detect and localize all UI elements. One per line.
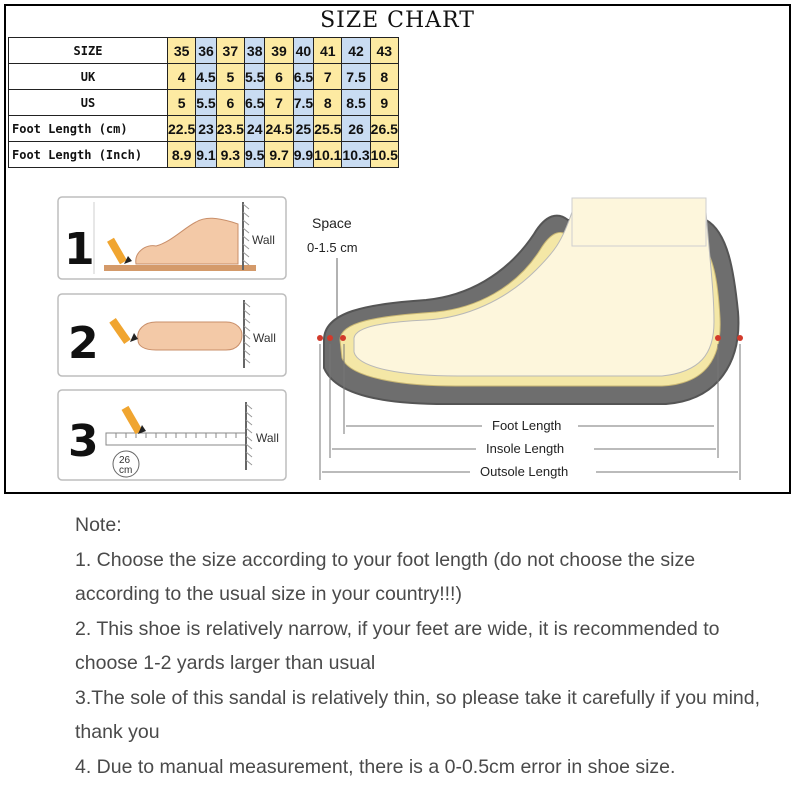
table-row: [9, 142, 399, 168]
step-3-panel: [58, 390, 286, 480]
row-header: Foot Length (Inch): [9, 142, 168, 168]
notes-section: [75, 508, 775, 784]
table-cell: 38: [244, 38, 264, 64]
wall-label: Wall: [253, 331, 276, 345]
table-cell: 7: [314, 64, 342, 90]
row-header: US: [9, 90, 168, 116]
table-cell: 36: [196, 38, 216, 64]
wall-label: Wall: [256, 431, 279, 445]
ruler-unit: cm: [119, 465, 133, 476]
table-cell: 5: [216, 64, 244, 90]
table-cell: 25.5: [314, 116, 342, 142]
shoe-diagram: [307, 198, 743, 480]
chart-title: SIZE CHART: [320, 8, 475, 33]
note-item: 1. Choose the size according to your foot length (do not choose the size according to the usual size in your country!!!): [75, 548, 696, 605]
table-cell: 25: [293, 116, 313, 142]
table-cell: 9.3: [216, 142, 244, 168]
foot-top-icon: [138, 322, 242, 350]
table-cell: 8.9: [168, 142, 196, 168]
insole-length-label: Insole Length: [486, 441, 565, 456]
table-cell: 8: [314, 90, 342, 116]
table-cell: 5.5: [196, 90, 216, 116]
table-cell: 24: [244, 116, 264, 142]
table-cell: 9: [370, 90, 398, 116]
step-number: 1: [64, 224, 95, 275]
space-value: 0-1.5 cm: [307, 240, 358, 255]
table-cell: 9.7: [265, 142, 293, 168]
outsole-length-label: Outsole Length: [480, 464, 569, 479]
table-cell: 26: [342, 116, 370, 142]
note-item: 2. This shoe is relatively narrow, if your feet are wide, it is recommended to choose 1-2 yards larger than usual: [75, 617, 720, 674]
table-cell: 7.5: [293, 90, 313, 116]
ruler-value: 26: [119, 455, 131, 466]
table-cell: 6.5: [244, 90, 264, 116]
table-cell: 9.5: [244, 142, 264, 168]
table-cell: 5.5: [244, 64, 264, 90]
table-cell: 26.5: [370, 116, 398, 142]
table-cell: 9.9: [293, 142, 313, 168]
row-header: UK: [9, 64, 168, 90]
table-cell: 7: [265, 90, 293, 116]
table-cell: 8.5: [342, 90, 370, 116]
table-cell: 41: [314, 38, 342, 64]
wall-label: Wall: [252, 233, 275, 247]
table-cell: 39: [265, 38, 293, 64]
table-cell: 35: [168, 38, 196, 64]
step-1-panel: [58, 197, 286, 279]
space-label: Space: [312, 215, 352, 231]
step-number: 3: [68, 416, 99, 467]
table-row: [9, 38, 399, 64]
note-item: 4. Due to manual measurement, there is a 0-0.5cm error in shoe size.: [75, 755, 676, 778]
notes-heading: Note:: [75, 514, 122, 536]
table-cell: 24.5: [265, 116, 293, 142]
foot-length-label: Foot Length: [492, 418, 562, 433]
table-cell: 6.5: [293, 64, 313, 90]
measurement-diagram: [6, 172, 791, 492]
step-number: 2: [68, 318, 99, 369]
table-cell: 10.5: [370, 142, 398, 168]
size-chart: [4, 4, 791, 494]
ruler-icon: [106, 433, 246, 445]
table-cell: 10.1: [314, 142, 342, 168]
row-header: SIZE: [9, 38, 168, 64]
table-cell: 22.5: [168, 116, 196, 142]
table-cell: 10.3: [342, 142, 370, 168]
table-cell: 4.5: [196, 64, 216, 90]
table-row: [9, 116, 399, 142]
table-cell: 7.5: [342, 64, 370, 90]
note-item: 3.The sole of this sandal is relatively thin, so please take it carefully if you mind, thank you: [75, 686, 761, 743]
table-cell: 4: [168, 64, 196, 90]
row-header: Foot Length (cm): [9, 116, 168, 142]
step-2-panel: [58, 294, 286, 376]
table-row: [9, 64, 399, 90]
table-cell: 23.5: [216, 116, 244, 142]
table-row: [9, 90, 399, 116]
size-table: [8, 37, 399, 168]
table-cell: 23: [196, 116, 216, 142]
table-cell: 40: [293, 38, 313, 64]
table-cell: 9.1: [196, 142, 216, 168]
table-cell: 37: [216, 38, 244, 64]
table-cell: 43: [370, 38, 398, 64]
table-cell: 6: [216, 90, 244, 116]
table-cell: 8: [370, 64, 398, 90]
table-cell: 6: [265, 64, 293, 90]
table-cell: 5: [168, 90, 196, 116]
table-cell: 42: [342, 38, 370, 64]
